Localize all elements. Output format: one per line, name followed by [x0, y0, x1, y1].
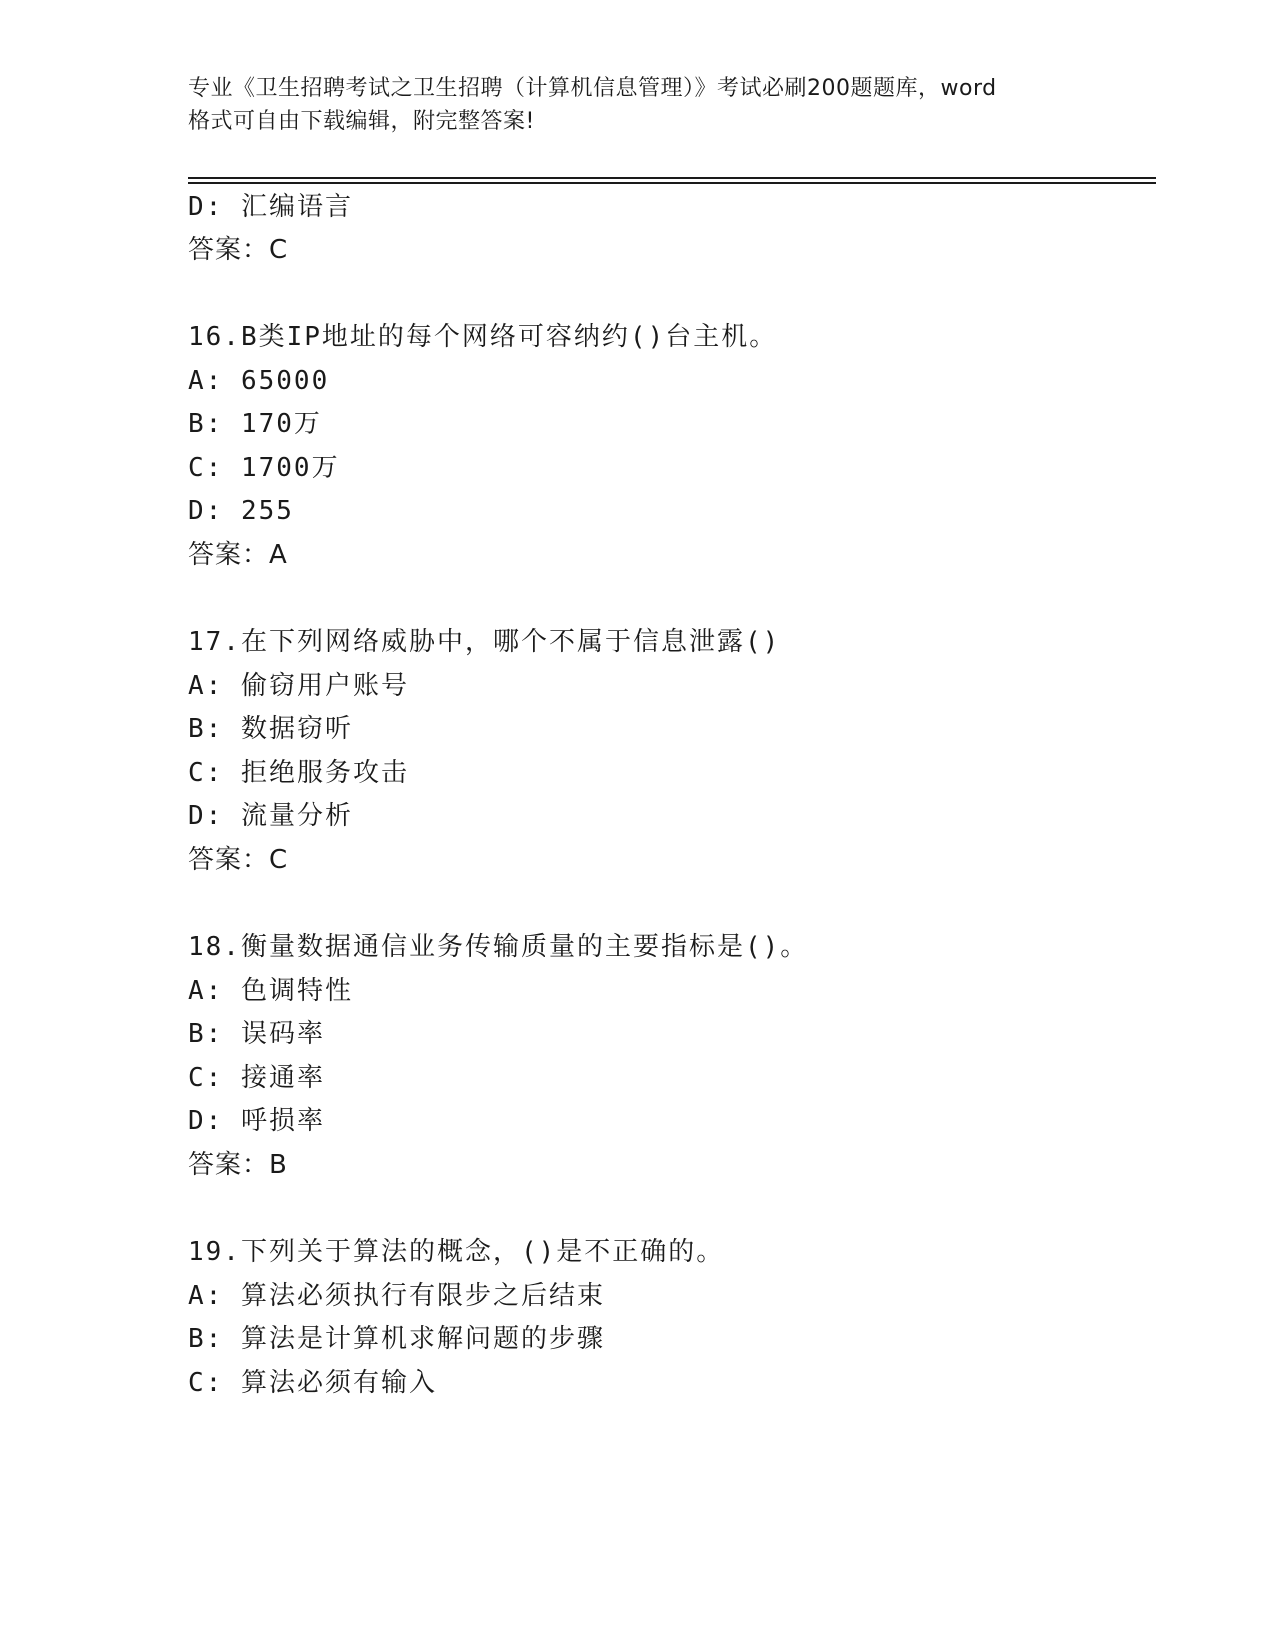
- option-line: A: 65000: [188, 366, 330, 396]
- answer-line: 答案：C: [188, 845, 289, 875]
- option-line: C: 1700万: [188, 453, 340, 483]
- option-line: D: 流量分析: [188, 801, 353, 831]
- answer-line: 答案：C: [188, 235, 289, 265]
- option-line: B: 算法是计算机求解问题的步骤: [188, 1324, 605, 1354]
- option-line: D: 汇编语言: [188, 192, 353, 222]
- option-line: B: 数据窃听: [188, 714, 353, 744]
- option-line: B: 170万: [188, 409, 322, 439]
- document-header: [188, 72, 1088, 138]
- option-line: C: 算法必须有输入: [188, 1368, 437, 1398]
- option-line: D: 255: [188, 496, 294, 526]
- option-line: A: 色调特性: [188, 976, 353, 1006]
- option-line: A: 偷窃用户账号: [188, 671, 409, 701]
- answer-line: 答案：B: [188, 1150, 288, 1180]
- question-line: 17.在下列网络威胁中，哪个不属于信息泄露(): [188, 627, 781, 657]
- option-line: C: 拒绝服务攻击: [188, 758, 409, 788]
- option-line: B: 误码率: [188, 1019, 325, 1049]
- question-line: 18.衡量数据通信业务传输质量的主要指标是()。: [188, 932, 809, 962]
- option-line: D: 呼损率: [188, 1106, 325, 1136]
- answer-line: 答案：A: [188, 540, 288, 570]
- question-line: 19.下列关于算法的概念，()是不正确的。: [188, 1237, 725, 1267]
- header-divider-top: [188, 177, 1156, 179]
- question-line: 16.B类IP地址的每个网络可容纳约()台主机。: [188, 322, 778, 352]
- header-line-2: 格式可自由下载编辑，附完整答案!: [188, 109, 535, 134]
- option-line: C: 接通率: [188, 1063, 325, 1093]
- option-line: A: 算法必须执行有限步之后结束: [188, 1281, 605, 1311]
- header-divider-bottom: [188, 182, 1156, 184]
- header-line-1: 专业《卫生招聘考试之卫生招聘（计算机信息管理）》考试必刷200题题库，word: [188, 76, 997, 101]
